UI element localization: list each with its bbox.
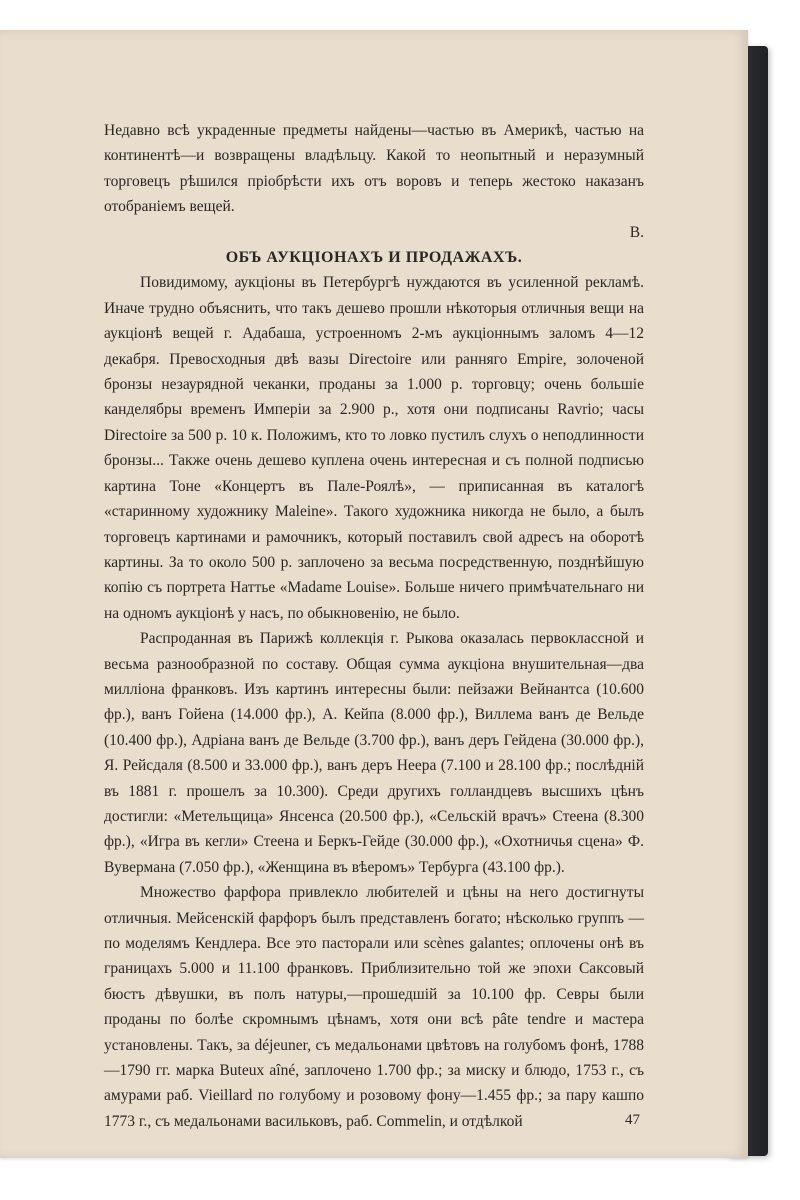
- book-page: [0, 30, 748, 1158]
- paragraph: Распроданная въ Парижѣ коллекція г. Рыкова оказалась первоклассной и весьма разнообразной по составу. Общая сумма аукціона внушительная—два милліона франковъ. Изъ картинъ интересны были: пейзажи Вейнантса (10.600 фр.), ванъ Гойена (14.000 фр.), А. Кейпа (8.000 фр.), Виллема ванъ де Вельде (10.400 фр.), Адріана ванъ де Вельде (3.700 фр.), ванъ деръ Гейдена (30.000 фр.), Я. Рейсдаля (8.500 и 33.000 фр.), ванъ деръ Неера (7.100 и 28.100 фр.; послѣдній въ 1881 г. прошелъ за 10.300). Среди другихъ голландцевъ высшихъ цѣнъ достигли: «Метельщица» Янсенса (20.500 фр.), «Сельскій врачъ» Стеена (8.300 фр.), «Игра въ кегли» Стеена и Беркъ-Гейде (30.000 фр.), «Охотничья сцена» Ф. Вувермана (7.050 фр.), «Женщина въ вѣеромъ» Тербурга (43.100 фр.).: [104, 630, 644, 876]
- page-number: 47: [625, 1112, 640, 1128]
- page-text: [104, 118, 644, 1134]
- intro-paragraph: Недавно всѣ украденные предметы найдены—частью въ Америкѣ, частью на континентѣ—и возвращены владѣльцу. Какой то неопытный и неразумный торговецъ рѣшился пріобрѣсти ихъ отъ воровъ и теперь жестоко наказанъ отобраніемъ вещей.: [104, 122, 644, 216]
- signature: В.: [629, 223, 644, 241]
- paragraph: Повидимому, аукціоны въ Петербургѣ нуждаются въ усиленной рекламѣ. Иначе трудно объяснить, что такъ дешево прошли нѣкоторыя отличныя вещи на аукціонѣ вещей г. Адабаша, устроенномъ 2-мъ аукціоннымъ заломъ 4—12 декабря. Превосходныя двѣ вазы Directoire или ранняго Empire, золоченой бронзы незаурядной чеканки, проданы за 1.000 р. торговцу; очень большіе канделябры временъ Имперіи за 2.900 р., хотя они подписаны Ravrio; часы Directoire за 500 р. 10 к. Положимъ, кто то ловко пустилъ слухъ о неподлинности бронзы... Также очень дешево куплена очень интересная и съ полной подписью картина Тоне «Концертъ въ Пале-Роялѣ», — приписанная въ каталогѣ «старинному художнику Maleine». Такого художника никогда не было, а былъ торговецъ картинами и рамочникъ, который поставилъ свой адресъ на оборотѣ картины. За то около 500 р. заплочено за весьма посредственную, позднѣйшую копію съ портрета Наттье «Madame Louise». Больше ничего примѣчательнаго ни на одномъ аукціонѣ у насъ, по обыкновенію, не было.: [104, 274, 644, 622]
- paragraph: Множество фарфора привлекло любителей и цѣны на него достигнуты отличныя. Мейсенскій фарфоръ былъ представленъ богато; нѣсколько группъ — по моделямъ Кендлера. Все это пасторали или scènes galantes; оплочены онѣ въ границахъ 5.000 и 11.100 франковъ. Приблизительно той же эпохи Саксовый бюстъ дѣвушки, въ полъ натуры,—прошедшій за 10.100 фр. Севры были проданы по болѣе скромнымъ цѣнамъ, хотя они всѣ pâte tendre и мастера установлены. Такъ, за déjeuner, съ медальонами цвѣтовъ на голубомъ фонѣ, 1788—1790 гг. марка Buteux aîné, заплочено 1.700 фр.; за миску и блюдо, 1753 г., съ амурами раб. Vieillard по голубому и розовому фону—1.455 фр.; за пару кашпо 1773 г., съ медальонами васильковъ, раб. Commelin, и отдѣлкой: [104, 884, 644, 1130]
- section-heading: ОБЪ АУКЦІОНАХЪ И ПРОДАЖАХЪ.: [225, 249, 523, 267]
